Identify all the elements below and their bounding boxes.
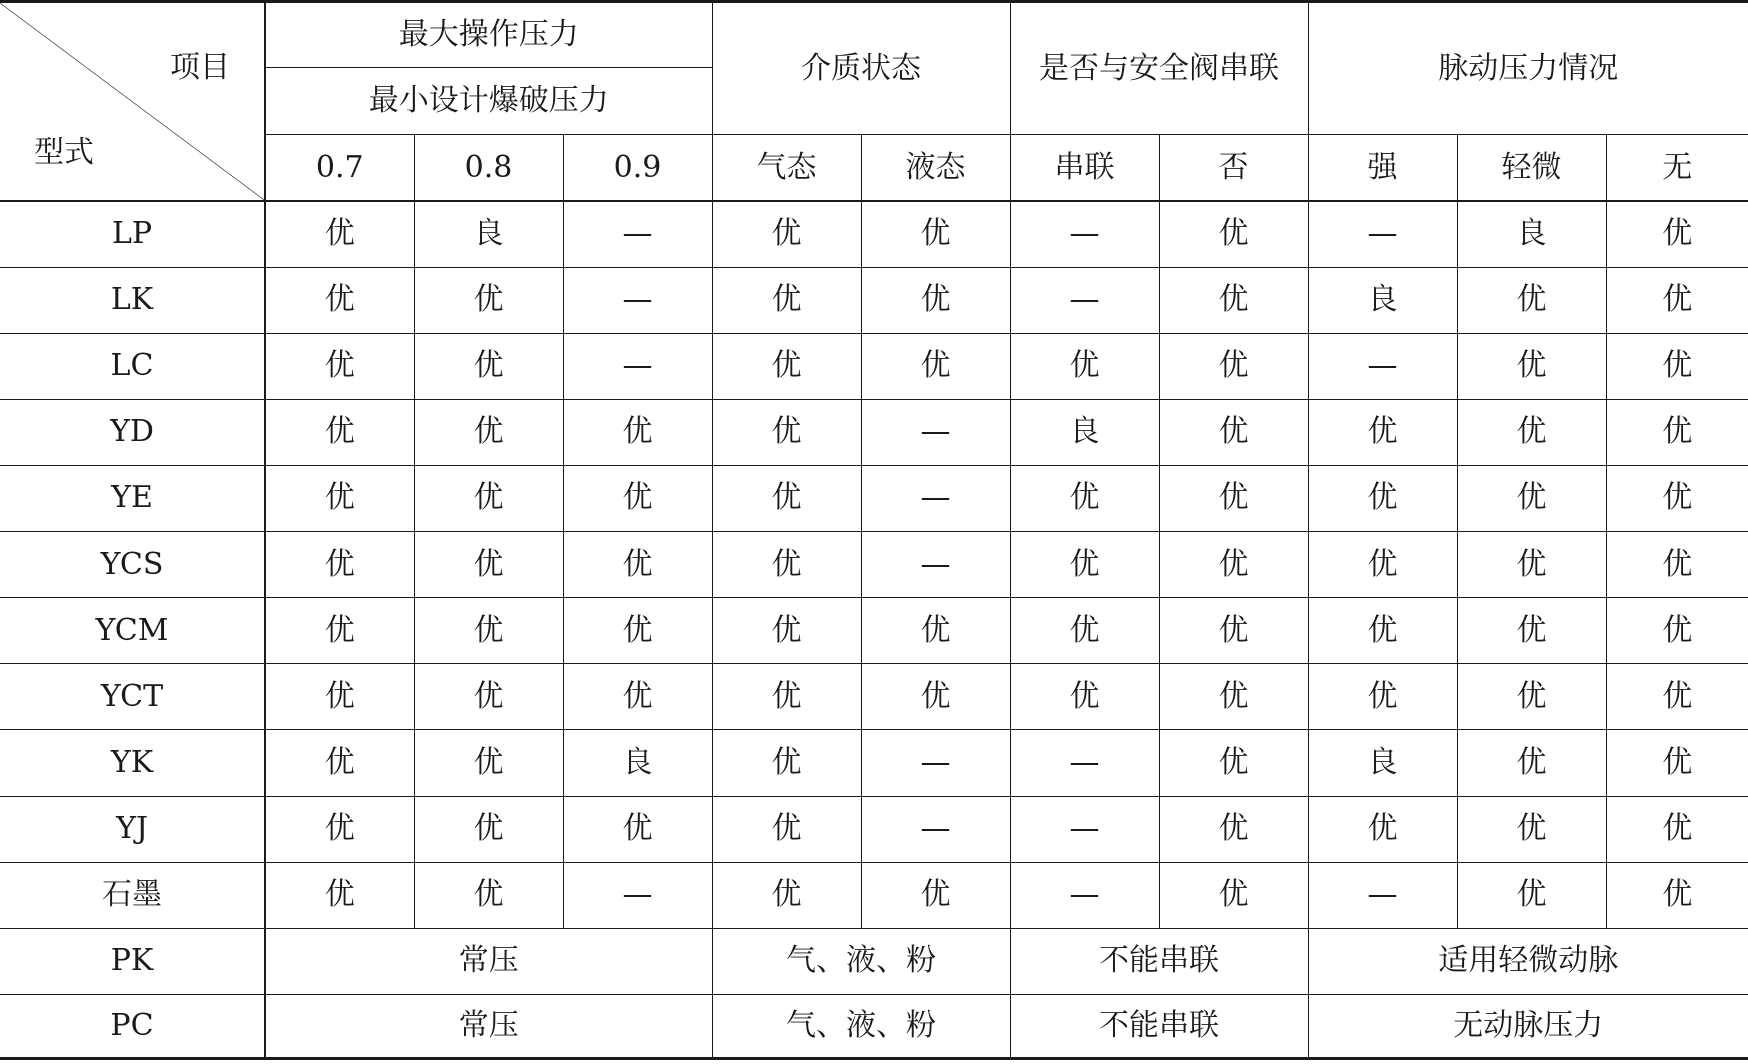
- rating-cell: 优: [712, 598, 861, 664]
- rating-cell: 优: [712, 399, 861, 465]
- rating-cell: 优: [861, 664, 1010, 730]
- rating-cell: —: [1010, 201, 1159, 267]
- subheader-cell: 0.8: [414, 135, 563, 201]
- rating-cell: 优: [1308, 598, 1457, 664]
- rating-cell: 优: [1457, 664, 1606, 730]
- pressure-group-header-top: 最大操作压力: [265, 2, 712, 68]
- rating-cell: 优: [1457, 267, 1606, 333]
- rating-cell: 优: [1606, 862, 1748, 928]
- rating-cell: 优: [265, 399, 414, 465]
- rating-cell: 良: [1010, 399, 1159, 465]
- rating-cell: 优: [563, 598, 712, 664]
- medium-merged-cell: 气、液、粉: [712, 994, 1010, 1058]
- rating-cell: 优: [265, 862, 414, 928]
- rating-cell: 优: [414, 465, 563, 531]
- type-cell: YJ: [0, 796, 265, 862]
- type-cell: YCT: [0, 664, 265, 730]
- rating-cell: 优: [1159, 598, 1308, 664]
- rating-cell: 优: [712, 333, 861, 399]
- rating-cell: 优: [1606, 267, 1748, 333]
- rating-cell: 优: [1308, 399, 1457, 465]
- rating-cell: 优: [861, 333, 1010, 399]
- rating-cell: 优: [1457, 333, 1606, 399]
- medium-merged-cell: 气、液、粉: [712, 928, 1010, 994]
- pulsation-header: 脉动压力情况: [1308, 2, 1748, 135]
- table-row: [0, 465, 1748, 531]
- type-cell: LP: [0, 201, 265, 267]
- type-cell: LK: [0, 267, 265, 333]
- pulsation-merged-cell: 适用轻微动脉: [1308, 928, 1748, 994]
- rating-cell: 优: [265, 201, 414, 267]
- table-row: [0, 664, 1748, 730]
- table-row: [0, 532, 1748, 598]
- rating-cell: 优: [1308, 532, 1457, 598]
- rating-cell: 优: [265, 267, 414, 333]
- rating-cell: 优: [1457, 465, 1606, 531]
- table-row-merged: [0, 928, 1748, 994]
- rating-cell: 优: [712, 862, 861, 928]
- rating-cell: 优: [1457, 796, 1606, 862]
- type-cell: PC: [0, 994, 265, 1058]
- rating-cell: —: [563, 267, 712, 333]
- subheader-cell: 无: [1606, 135, 1748, 201]
- series-header: 是否与安全阀串联: [1010, 2, 1308, 135]
- rating-cell: 优: [1159, 465, 1308, 531]
- rating-cell: 优: [712, 201, 861, 267]
- rating-cell: 优: [712, 796, 861, 862]
- rating-cell: 良: [414, 201, 563, 267]
- rating-cell: 优: [265, 664, 414, 730]
- rating-cell: 优: [1308, 664, 1457, 730]
- rating-cell: —: [861, 532, 1010, 598]
- table-row: [0, 598, 1748, 664]
- table-row-merged: [0, 994, 1748, 1058]
- rating-cell: 优: [1457, 862, 1606, 928]
- rating-cell: 优: [861, 598, 1010, 664]
- rating-cell: 优: [1159, 399, 1308, 465]
- rating-cell: —: [1308, 862, 1457, 928]
- rating-cell: 优: [1010, 333, 1159, 399]
- rating-cell: 优: [712, 267, 861, 333]
- subheader-cell: 轻微: [1457, 135, 1606, 201]
- rating-cell: —: [1308, 333, 1457, 399]
- type-cell: YE: [0, 465, 265, 531]
- type-cell: YCM: [0, 598, 265, 664]
- rating-cell: 优: [1308, 796, 1457, 862]
- pressure-merged-cell: 常压: [265, 928, 712, 994]
- rating-cell: 优: [1457, 532, 1606, 598]
- rating-cell: 优: [563, 399, 712, 465]
- subheader-cell: 强: [1308, 135, 1457, 201]
- table-row: [0, 399, 1748, 465]
- rating-cell: —: [861, 399, 1010, 465]
- type-cell: LC: [0, 333, 265, 399]
- rating-cell: 优: [265, 598, 414, 664]
- rating-cell: 优: [1159, 862, 1308, 928]
- series-merged-cell: 不能串联: [1010, 928, 1308, 994]
- rating-cell: 优: [712, 664, 861, 730]
- rating-cell: 优: [414, 862, 563, 928]
- table-row: [0, 333, 1748, 399]
- subheader-cell: 否: [1159, 135, 1308, 201]
- table-row: [0, 796, 1748, 862]
- medium-header: 介质状态: [712, 2, 1010, 135]
- rating-cell: 优: [563, 465, 712, 531]
- rating-cell: 优: [1606, 201, 1748, 267]
- rating-cell: 优: [1606, 532, 1748, 598]
- rating-cell: 优: [563, 796, 712, 862]
- subheader-cell: 0.9: [563, 135, 712, 201]
- rating-cell: 良: [1308, 730, 1457, 796]
- rating-cell: 优: [1457, 399, 1606, 465]
- corner-header-cell: [0, 2, 265, 201]
- rating-cell: 良: [1308, 267, 1457, 333]
- rating-cell: 优: [1010, 598, 1159, 664]
- table-row: [0, 267, 1748, 333]
- rating-cell: —: [563, 201, 712, 267]
- rating-cell: 优: [414, 598, 563, 664]
- type-cell: YK: [0, 730, 265, 796]
- rating-cell: 优: [414, 399, 563, 465]
- rating-cell: 良: [1457, 201, 1606, 267]
- rating-cell: 优: [1457, 598, 1606, 664]
- rating-cell: 优: [861, 862, 1010, 928]
- diagonal-divider: [0, 3, 264, 200]
- rating-cell: 优: [265, 796, 414, 862]
- series-merged-cell: 不能串联: [1010, 994, 1308, 1058]
- rating-cell: 优: [1606, 598, 1748, 664]
- type-cell: YCS: [0, 532, 265, 598]
- type-cell: PK: [0, 928, 265, 994]
- rating-cell: 优: [414, 730, 563, 796]
- rating-cell: 优: [712, 730, 861, 796]
- rating-cell: —: [563, 862, 712, 928]
- rating-cell: 优: [1159, 532, 1308, 598]
- rating-cell: 优: [1606, 796, 1748, 862]
- subheader-cell: 0.7: [265, 135, 414, 201]
- rating-cell: 优: [1606, 333, 1748, 399]
- rating-cell: —: [1010, 796, 1159, 862]
- rating-cell: 优: [265, 465, 414, 531]
- rating-cell: 优: [414, 333, 563, 399]
- rating-cell: 优: [712, 465, 861, 531]
- rating-cell: 优: [1606, 399, 1748, 465]
- rating-cell: 优: [861, 201, 1010, 267]
- rating-cell: 优: [1606, 465, 1748, 531]
- rating-cell: 优: [1159, 267, 1308, 333]
- rating-cell: 优: [1010, 465, 1159, 531]
- rating-cell: 优: [1159, 730, 1308, 796]
- rating-cell: —: [861, 730, 1010, 796]
- rating-cell: 优: [1606, 730, 1748, 796]
- table-row: [0, 730, 1748, 796]
- rating-cell: 良: [563, 730, 712, 796]
- pressure-group-header-bottom: 最小设计爆破压力: [265, 68, 712, 135]
- rating-cell: —: [861, 465, 1010, 531]
- rating-cell: —: [1308, 201, 1457, 267]
- rating-cell: 优: [1606, 664, 1748, 730]
- rating-cell: 优: [265, 333, 414, 399]
- rating-cell: 优: [1159, 333, 1308, 399]
- subheader-cell: 液态: [861, 135, 1010, 201]
- rating-cell: 优: [265, 730, 414, 796]
- type-cell: 石墨: [0, 862, 265, 928]
- rating-cell: —: [563, 333, 712, 399]
- table-row: [0, 201, 1748, 267]
- rating-cell: 优: [414, 532, 563, 598]
- rating-cell: 优: [1457, 730, 1606, 796]
- rating-cell: —: [861, 796, 1010, 862]
- rating-cell: 优: [1159, 796, 1308, 862]
- rating-cell: 优: [1010, 532, 1159, 598]
- pressure-merged-cell: 常压: [265, 994, 712, 1058]
- pulsation-merged-cell: 无动脉压力: [1308, 994, 1748, 1058]
- table-row: [0, 862, 1748, 928]
- rating-cell: 优: [712, 532, 861, 598]
- header-row-top: [0, 2, 1748, 68]
- rating-cell: 优: [1010, 664, 1159, 730]
- rating-cell: 优: [414, 267, 563, 333]
- rating-cell: 优: [563, 532, 712, 598]
- rating-cell: —: [1010, 267, 1159, 333]
- rating-cell: 优: [414, 664, 563, 730]
- rating-cell: —: [1010, 730, 1159, 796]
- rating-cell: 优: [861, 267, 1010, 333]
- type-cell: YD: [0, 399, 265, 465]
- rating-cell: —: [1010, 862, 1159, 928]
- corner-item-label: 项目: [170, 50, 230, 85]
- subheader-cell: 串联: [1010, 135, 1159, 201]
- rating-cell: 优: [1159, 664, 1308, 730]
- rating-cell: 优: [414, 796, 563, 862]
- rating-cell: 优: [1159, 201, 1308, 267]
- rating-cell: 优: [1308, 465, 1457, 531]
- subheader-cell: 气态: [712, 135, 861, 201]
- rating-cell: 优: [563, 664, 712, 730]
- corner-type-label: 型式: [34, 135, 94, 170]
- rating-cell: 优: [265, 532, 414, 598]
